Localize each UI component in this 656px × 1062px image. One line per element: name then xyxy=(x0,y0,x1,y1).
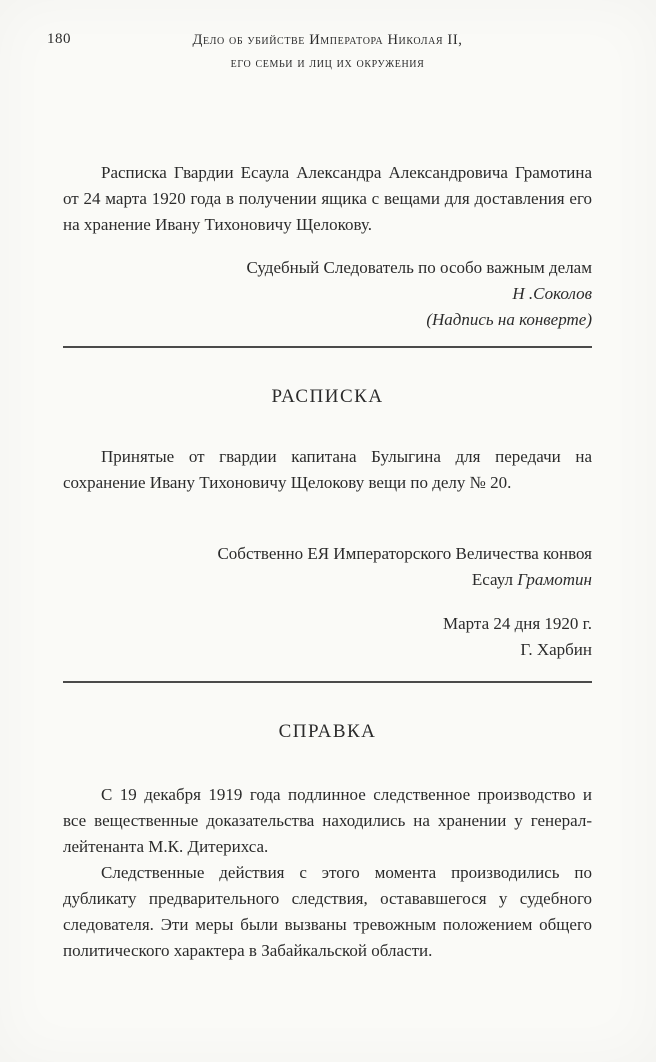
place-line: Г. Харбин xyxy=(520,640,592,659)
raspiska-paragraph xyxy=(63,444,592,496)
page-number: 180 xyxy=(47,31,71,47)
date-line: Марта 24 дня 1920 г. xyxy=(443,614,592,633)
paragraph-text: Следственные действия с этого момента производились по дубликату предварительного следствия, остававшегося у судебного следователя. Эти меры были вызваны тревожным положением общего политического характера в Забайкальской области. xyxy=(63,863,592,960)
paragraph-text: Расписка Гвардии Есаула Александра Александровича Грамотина от 24 марта 1920 года в получении ящика с вещами для доставления его на хранение Ивану Тихоновичу Щелокову. xyxy=(63,163,592,234)
receipt-note-paragraph xyxy=(63,160,592,238)
spravka-paragraphs xyxy=(63,782,592,964)
running-header xyxy=(63,29,592,75)
signature-role: Судебный Следователь по особо важным делам xyxy=(246,258,592,277)
investigator-signature-block xyxy=(63,255,592,333)
section-divider-rule xyxy=(63,681,592,683)
date-place-block xyxy=(63,611,592,663)
running-header-line2: его семьи и лиц их окружения xyxy=(230,55,425,71)
paragraph-text: Принятые от гвардии капитана Булыгина для передачи на сохранение Ивану Тихоновичу Щелокову вещи по делу № 20. xyxy=(63,447,592,492)
signature-name: Грамотин xyxy=(517,570,592,589)
signature-line: Собственно ЕЯ Императорского Величества конвоя xyxy=(217,544,592,563)
esaul-signature-block xyxy=(63,541,592,593)
section-divider-rule xyxy=(63,346,592,348)
signature-note: (Надпись на конверте) xyxy=(426,310,592,329)
paragraph-text: С 19 декабря 1919 года подлинное следственное производство и все вещественные доказательства находились на хранении у генерал-лейтенанта М.К. Дитерихса. xyxy=(63,785,592,856)
signature-rank: Есаул xyxy=(471,570,518,589)
signature-name: Н .Соколов xyxy=(512,284,592,303)
signature-rank-name xyxy=(63,567,592,593)
running-header-line1: Дело об убийстве Императора Николая II, xyxy=(192,32,463,48)
raspiska-heading: РАСПИСКА xyxy=(271,386,384,407)
spravka-heading: СПРАВКА xyxy=(278,721,377,742)
